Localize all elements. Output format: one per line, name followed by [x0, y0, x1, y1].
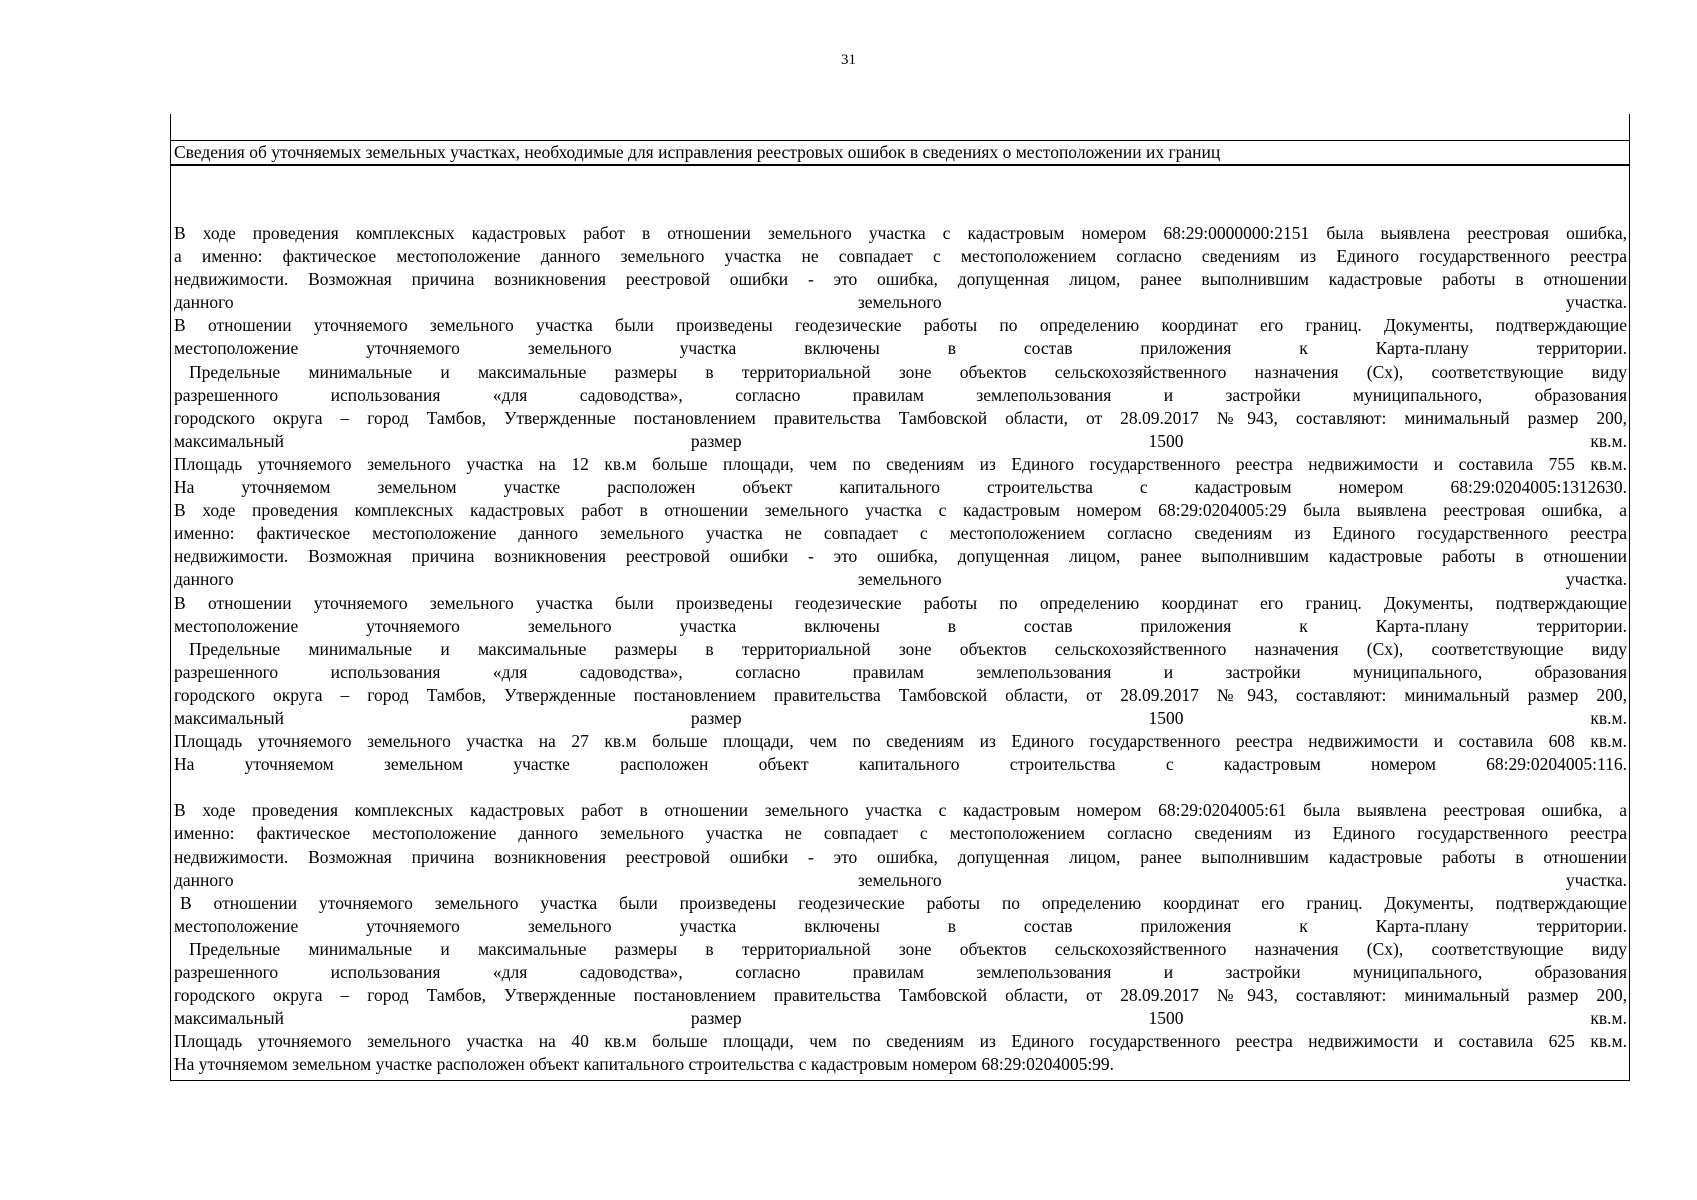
text-line: максимальный размер 1500 кв.м. — [174, 430, 1627, 451]
text-line: Площадь уточняемого земельного участка на 27 кв.м больше площади, чем по сведениям из Единого государственного реестра недвижимости и составила 608 кв.м. — [174, 731, 1627, 752]
text-line: местоположение уточняемого земельного участка включены в состав приложения к Карта-плану территории. — [174, 338, 1627, 359]
text-line: местоположение уточняемого земельного участка включены в состав приложения к Карта-плану территории. — [174, 615, 1627, 636]
text-line: именно: фактическое местоположение данного земельного участка не совпадает с местоположением согласно сведениям из Единого государственного реестра — [174, 823, 1627, 844]
text-line: недвижимости. Возможная причина возникновения реестровой ошибки - это ошибка, допущенная лицом, ранее выполнившим кадастровые работы в отношении — [174, 269, 1627, 290]
text-line: местоположение уточняемого земельного участка включены в состав приложения к Карта-плану территории. — [174, 915, 1627, 936]
text-line: именно: фактическое местоположение данного земельного участка не совпадает с местоположением согласно сведениям из Единого государственного реестра — [174, 523, 1627, 544]
text-line: В ходе проведения комплексных кадастровых работ в отношении земельного участка с кадастровым номером 68:29:0204005:29 была выявлена реестровая ошибка, а — [174, 500, 1627, 521]
text-line: данного земельного участка. — [174, 869, 1627, 890]
text-line: На уточняемом земельном участке расположен объект капитального строительства с кадастровым номером 68:29:0204005:116. — [174, 754, 1627, 775]
document-table — [170, 114, 1630, 1081]
text-line: данного земельного участка. — [174, 569, 1627, 590]
text-line: городского округа – город Тамбов, Утвержденные постановлением правительства Тамбовской области, от 28.09.2017 №943, составляют: минимальный размер 200, — [174, 985, 1627, 1006]
text-line: Площадь уточняемого земельного участка на 12 кв.м больше площади, чем по сведениям из Единого государственного реестра недвижимости и составила 755 кв.м. — [174, 453, 1627, 474]
text-line: а именно: фактическое местоположение данного земельного участка не совпадает с местоположением согласно сведениям из Единого государственного реестра — [174, 246, 1627, 267]
text-line: разрешенного использования «для садоводства», согласно правилам землепользования и застройки муниципального, образования — [174, 661, 1627, 682]
text-line: В отношении уточняемого земельного участка были произведены геодезические работы по определению координат его границ. Документы, подтверждающие — [174, 592, 1627, 613]
blank-line — [174, 776, 1627, 799]
text-line: недвижимости. Возможная причина возникновения реестровой ошибки - это ошибка, допущенная лицом, ранее выполнившим кадастровые работы в отношении — [174, 546, 1627, 567]
text-line: На уточняемом земельном участке расположен объект капитального строительства с кадастровым номером 68:29:0204005:1312630. — [174, 477, 1627, 498]
text-line: недвижимости. Возможная причина возникновения реестровой ошибки - это ошибка, допущенная лицом, ранее выполнившим кадастровые работы в отношении — [174, 846, 1627, 867]
text-line: В ходе проведения комплексных кадастровых работ в отношении земельного участка с кадастровым номером 68:29:0000000:2151 была выявлена реестровая ошибка, — [174, 223, 1627, 243]
text-line: В ходе проведения комплексных кадастровых работ в отношении земельного участка с кадастровым номером 68:29:0204005:61 была выявлена реестровая ошибка, а — [174, 800, 1627, 821]
text-line: данного земельного участка. — [174, 292, 1627, 313]
text-line: максимальный размер 1500 кв.м. — [174, 1008, 1627, 1029]
text-line: Предельные минимальные и максимальные размеры в территориальной зоне объектов сельскохозяйственного назначения (Сх), соответствующие виду — [189, 638, 1627, 659]
text-line: Предельные минимальные и максимальные размеры в территориальной зоне объектов сельскохозяйственного назначения (Сх), соответствующие виду — [189, 361, 1627, 382]
text-line: На уточняемом земельном участке расположен объект капитального строительства с кадастровым номером 68:29:0204005:99. — [174, 1054, 1115, 1075]
text-line: максимальный размер 1500 кв.м. — [174, 707, 1627, 728]
text-line: городского округа – город Тамбов, Утвержденные постановлением правительства Тамбовской области, от 28.09.2017 №943, составляют: минимальный размер 200, — [174, 407, 1627, 428]
text-line: В отношении уточняемого земельного участка были произведены геодезические работы по определению координат его границ. Документы, подтверждающие — [174, 315, 1627, 336]
text-line: Площадь уточняемого земельного участка на 40 кв.м больше площади, чем по сведениям из Единого государственного реестра недвижимости и составила 625 кв.м. — [174, 1031, 1627, 1052]
table-body-text — [174, 222, 1627, 1076]
text-line: В отношении уточняемого земельного участка были произведены геодезические работы по определению координат его границ. Документы, подтверждающие — [180, 892, 1627, 913]
text-line: разрешенного использования «для садоводства», согласно правилам землепользования и застройки муниципального, образования — [174, 384, 1627, 405]
table-header: Сведения об уточняемых земельных участках, необходимые для исправления реестровых ошибок в сведениях о местоположении их границ — [171, 140, 1629, 166]
text-line: разрешенного использования «для садоводства», согласно правилам землепользования и застройки муниципального, образования — [174, 962, 1627, 982]
text-line: городского округа – город Тамбов, Утвержденные постановлением правительства Тамбовской области, от 28.09.2017 №943, составляют: минимальный размер 200, — [174, 684, 1627, 705]
page-number: 31 — [841, 52, 856, 68]
text-line: Предельные минимальные и максимальные размеры в территориальной зоне объектов сельскохозяйственного назначения (Сх), соответствующие виду — [189, 938, 1627, 959]
